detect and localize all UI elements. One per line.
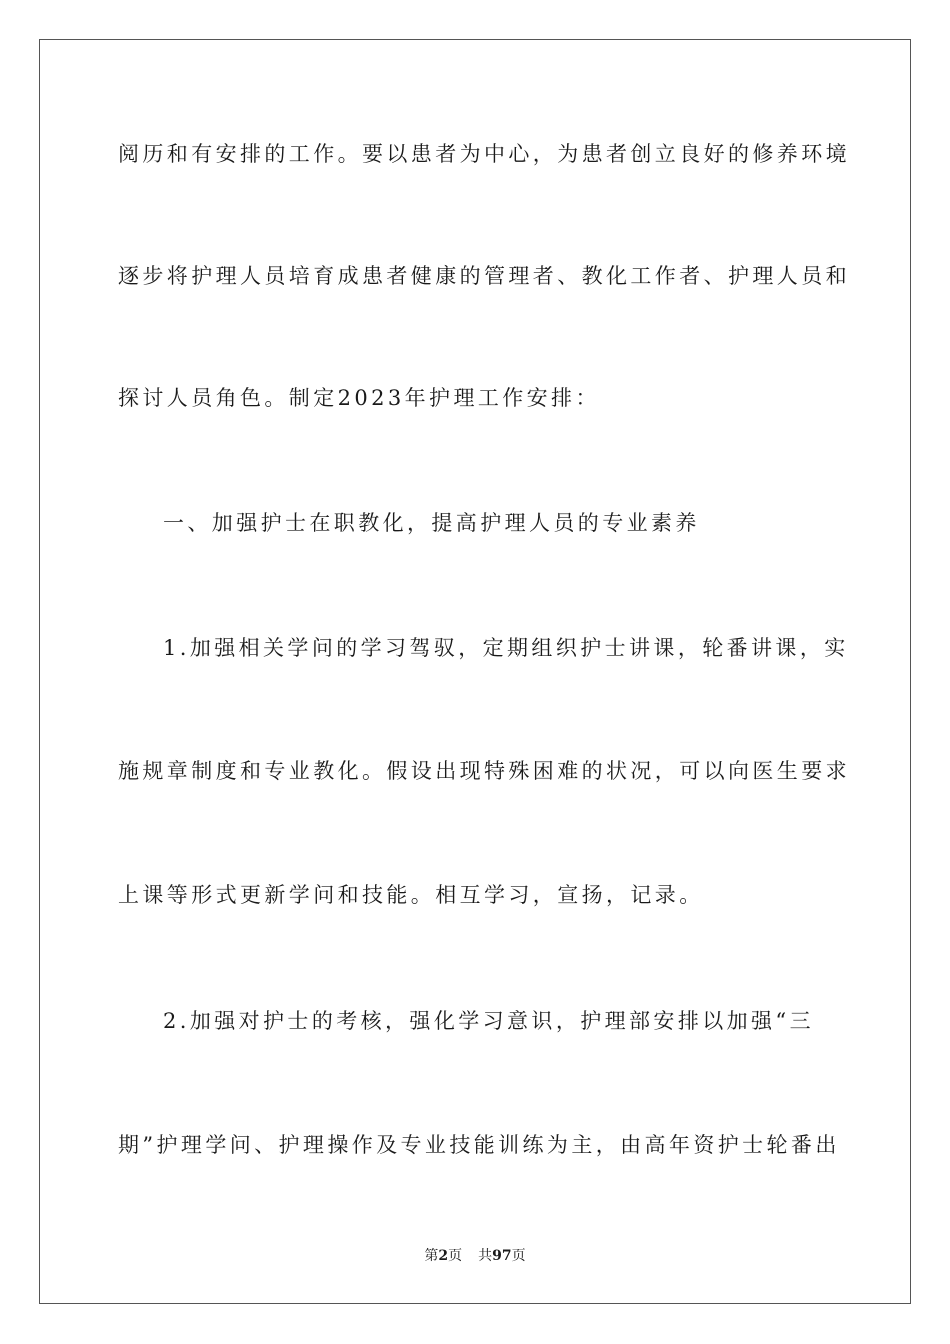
page-current: 2 [438,1248,449,1264]
body-line-6: 施规章制度和专业教化。假设出现特殊困难的状况，可以向医生要求 [118,759,850,783]
page-frame [39,39,911,1304]
total-pages: 97 [492,1248,512,1264]
body-line-2: 逐步将护理人员培育成患者健康的管理者、教化工作者、护理人员和 [118,264,850,288]
total-suffix: 页 [511,1248,526,1264]
total-prefix: 共 [478,1248,493,1264]
body-line-5: 1.加强相关学问的学习驾驭，定期组织护士讲课，轮番讲课，实 [163,636,849,660]
body-line-8: 2.加强对护士的考核，强化学习意识，护理部安排以加强“三 [163,1009,814,1033]
body-line-1: 阅历和有安排的工作。要以患者为中心，为患者创立良好的修养环境 [118,142,850,166]
section-heading: 一、加强护士在职教化，提高护理人员的专业素养 [163,511,700,535]
page-prefix: 第 [424,1248,439,1264]
body-line-3: 探讨人员角色。制定2023年护理工作安排： [118,386,600,410]
page-suffix: 页 [448,1248,463,1264]
body-line-9: 期”护理学问、护理操作及专业技能训练为主，由高年资护士轮番出 [118,1133,840,1157]
page-footer [0,1247,950,1265]
body-line-7: 上课等形式更新学问和技能。相互学习，宣扬，记录。 [118,883,704,907]
